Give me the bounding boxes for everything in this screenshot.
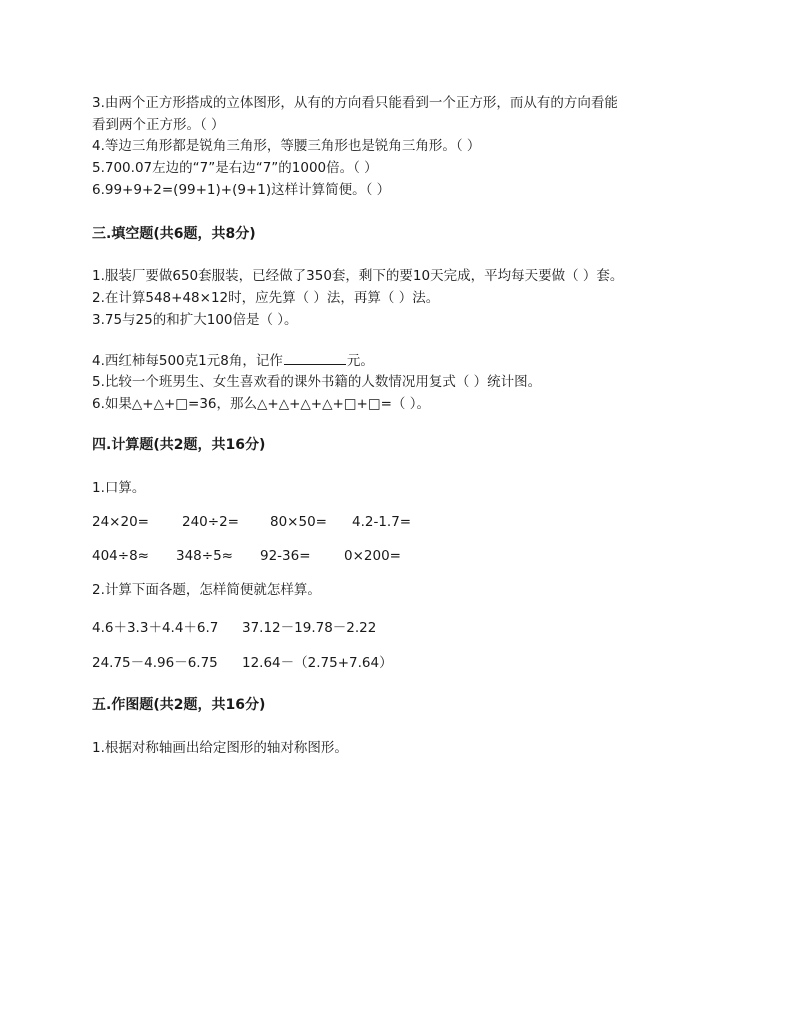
section5-heading: 五.作图题(共2题，共16分) <box>92 697 266 713</box>
judgment-q6: 6.99+9+2=(99+1)+(9+1)这样计算简便。（ ） <box>92 182 391 198</box>
calc-expression: 37.12－19.78－2.22 <box>242 620 377 636</box>
fill-q6: 6.如果△+△+□=36，那么△+△+△+△+□+□=（ ）。 <box>92 396 430 412</box>
drawing-q1: 1.根据对称轴画出给定图形的轴对称图形。 <box>92 740 348 756</box>
fill-q3: 3.75与25的和扩大100倍是（ ）。 <box>92 312 298 328</box>
judgment-q3-line1: 3.由两个正方形搭成的立体图形，从有的方向看只能看到一个正方形，而从有的方向看能 <box>92 95 618 111</box>
calc-expression: 4.6＋3.3＋4.4＋6.7 <box>92 620 219 636</box>
fill-q1: 1.服装厂要做650套服装，已经做了350套，剩下的要10天完成，平均每天要做（ ）套。 <box>92 268 624 284</box>
oral-calc-item: 404÷8≈ <box>92 548 149 564</box>
section3-heading: 三.填空题(共6题，共8分) <box>92 226 256 242</box>
oral-calc-item: 348÷5≈ <box>176 548 233 564</box>
fill-q2: 2.在计算548+48×12时，应先算（ ）法，再算（ ）法。 <box>92 290 440 306</box>
fill-q4 <box>92 350 374 371</box>
oral-calc-item: 80×50= <box>270 514 327 530</box>
oral-calc-item: 92-36= <box>260 548 311 564</box>
fill-q4-unit: 元。 <box>346 353 374 369</box>
judgment-q3-line2: 看到两个正方形。（ ） <box>92 117 225 133</box>
fill-q5: 5.比较一个班男生、女生喜欢看的课外书籍的人数情况用复式（ ）统计图。 <box>92 374 542 390</box>
fill-q4-text: 4.西红柿每500克1元8角，记作 <box>92 353 283 369</box>
oral-calc-item: 0×200= <box>344 548 401 564</box>
oral-calc-item: 240÷2= <box>182 514 239 530</box>
calc-expression: 12.64－（2.75+7.64） <box>242 655 393 671</box>
calc-q2-title: 2.计算下面各题，怎样简便就怎样算。 <box>92 582 321 598</box>
calc-q1-title: 1.口算。 <box>92 480 146 496</box>
judgment-q5: 5.700.07左边的“7”是右边“7”的1000倍。（ ） <box>92 160 378 176</box>
oral-calc-item: 4.2-1.7= <box>352 514 412 530</box>
oral-calc-item: 24×20= <box>92 514 149 530</box>
calc-expression: 24.75－4.96－6.75 <box>92 655 218 671</box>
section4-heading: 四.计算题(共2题，共16分) <box>92 437 266 453</box>
answer-blank <box>284 350 346 365</box>
judgment-q4: 4.等边三角形都是锐角三角形，等腰三角形也是锐角三角形。（ ） <box>92 138 481 154</box>
